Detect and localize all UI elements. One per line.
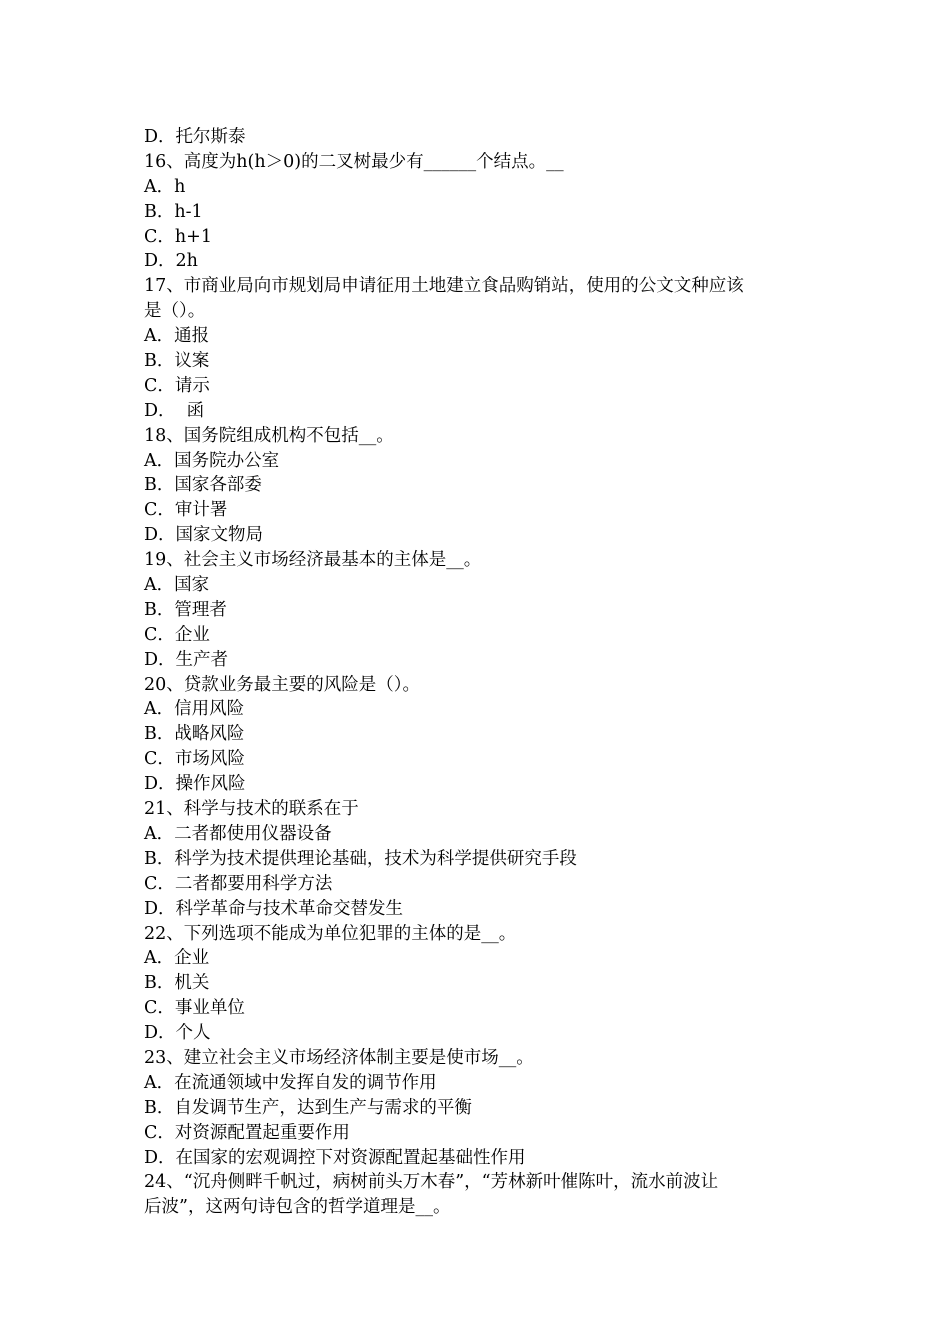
option-b-line: B．议案 [144,351,210,372]
option-a-line: A．h [144,176,186,197]
option-c-line: C．请示 [144,375,210,396]
document-body [144,125,814,1220]
option-d-line: D．生产者 [144,649,229,670]
option-a-line: A．通报 [144,326,210,347]
option-b-line: B．管理者 [144,599,227,620]
option-d-line: D．操作风险 [144,774,246,795]
option-d-line: D．在国家的宏观调控下对资源配置起基础性作用 [144,1147,526,1168]
question-16: 16、高度为h(h＞0)的二叉树最少有______个结点。__ [144,151,564,172]
option-a-line: A．国务院办公室 [144,450,280,471]
question-21: 21、科学与技术的联系在于 [144,799,359,820]
question-20: 20、贷款业务最主要的风险是（）。 [144,674,421,695]
question-19: 19、社会主义市场经济最基本的主体是__。 [144,550,482,571]
option-c-line: C．h+1 [144,226,212,247]
option-a-line: A．在流通领域中发挥自发的调节作用 [144,1072,437,1093]
option-d-line: D．国家文物局 [144,525,264,546]
option-a-line: A．信用风险 [144,699,245,720]
option-a-line: A．国家 [144,575,210,596]
question-22: 22、下列选项不能成为单位犯罪的主体的是__。 [144,923,517,944]
option-c-line: C．对资源配置起重要作用 [144,1122,350,1143]
option-c-line: C．企业 [144,624,210,645]
option-b-line: B．自发调节生产，达到生产与需求的平衡 [144,1097,472,1118]
option-c-line: C．二者都要用科学方法 [144,873,333,894]
option-b-line: B．国家各部委 [144,475,262,496]
option-d-line: D．个人 [144,1023,211,1044]
option-a-line: A．企业 [144,948,210,969]
option-c-line: C．事业单位 [144,998,245,1019]
question-24: 24、“沉舟侧畔千帆过，病树前头万木春”，“芳林新叶催陈叶，流水前波让 [144,1172,719,1193]
option-a-line: A．二者都使用仪器设备 [144,823,332,844]
option-b-line: B．h-1 [144,201,203,222]
option-b-line: B．机关 [144,973,210,994]
option-b-line: B．战略风险 [144,724,245,745]
option-c-line: C．市场风险 [144,749,245,770]
question-24-cont: 后波”，这两句诗包含的哲学道理是__。 [144,1197,451,1218]
question-17: 17、市商业局向市规划局申请征用土地建立食品购销站，使用的公文文种应该 [144,276,744,297]
option-d-line: D． 函 [144,400,205,421]
option-c-line: C．审计署 [144,500,228,521]
option-d-line: D．科学革命与技术革命交替发生 [144,898,404,919]
option-d-line: D．托尔斯泰 [144,127,246,147]
question-23: 23、建立社会主义市场经济体制主要是使市场__。 [144,1047,534,1068]
option-d-line: D．2h [144,251,198,272]
question-17-cont: 是（）。 [144,301,206,322]
question-18: 18、国务院组成机构不包括__。 [144,425,394,446]
option-b-line: B．科学为技术提供理论基础，技术为科学提供研究手段 [144,848,577,869]
